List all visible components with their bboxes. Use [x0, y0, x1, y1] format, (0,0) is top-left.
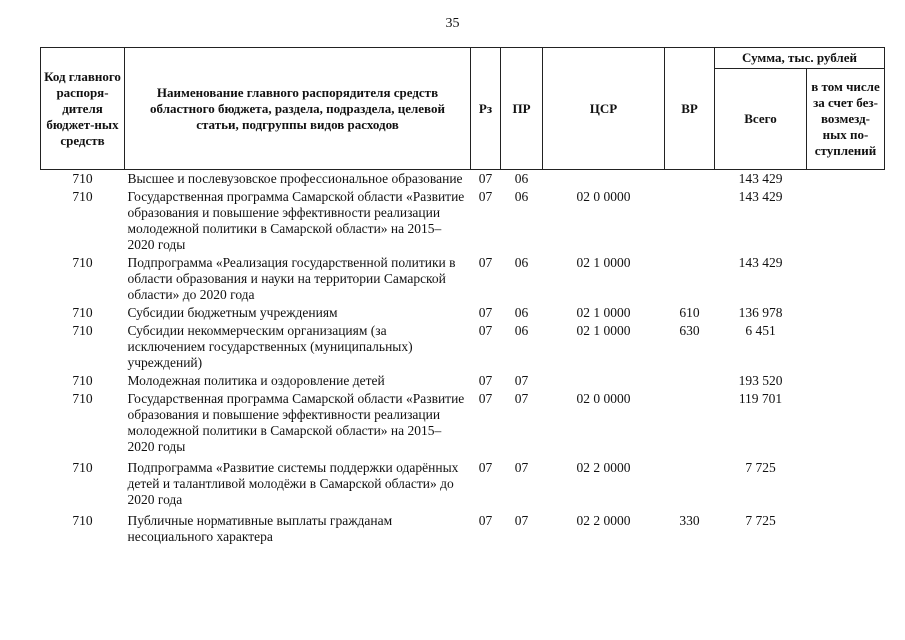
cell-name: Субсидии бюджетным учреждениям — [127, 305, 338, 320]
cell-rz: 07 — [478, 305, 493, 320]
cell-pr: 07 — [514, 391, 529, 406]
cell-vr — [665, 188, 715, 254]
header-pr: ПР — [501, 48, 543, 170]
cell-csr: 02 0 0000 — [576, 189, 631, 204]
cell-name: Субсидии некоммерческим организациям (за исключением государственных (муниципальных) учреждений) — [127, 323, 413, 370]
cell-vr: 330 — [679, 513, 700, 528]
cell-vr — [665, 372, 715, 390]
cell-pr: 06 — [514, 255, 529, 270]
cell-free — [807, 304, 885, 322]
cell-total: 143 429 — [738, 255, 783, 270]
cell-rz: 07 — [478, 513, 493, 528]
cell-name: Государственная программа Самарской области «Развитие образования и повышение эффективности реализации молодежной политики в Самарской области» на 2015–2020 годы — [127, 189, 465, 252]
cell-free — [807, 254, 885, 304]
cell-rz: 07 — [478, 323, 493, 338]
cell-total: 7 725 — [745, 460, 776, 475]
cell-pr: 07 — [514, 460, 529, 475]
cell-total: 6 451 — [745, 323, 776, 338]
cell-name: Публичные нормативные выплаты гражданам несоциального характера — [127, 513, 393, 544]
cell-total: 136 978 — [738, 305, 783, 320]
cell-pr: 06 — [514, 189, 529, 204]
header-csr: ЦСР — [543, 48, 665, 170]
budget-table — [40, 47, 885, 547]
page-number: 35 — [445, 16, 460, 31]
cell-total: 119 701 — [738, 391, 783, 406]
cell-csr — [543, 170, 665, 189]
cell-pr: 07 — [514, 513, 529, 528]
cell-code: 710 — [72, 460, 93, 475]
cell-vr — [665, 456, 715, 509]
cell-free — [807, 509, 885, 547]
cell-total: 7 725 — [745, 513, 776, 528]
header-free: в том числе за счет без-возмезд-ных по-ступлений — [807, 68, 885, 170]
cell-pr: 06 — [514, 323, 529, 338]
cell-code: 710 — [72, 323, 93, 338]
cell-name: Подпрограмма «Реализация государственной политики в области образования и науки на территории Самарской области» до 2020 года — [127, 255, 456, 302]
table-row — [41, 188, 885, 254]
cell-csr: 02 2 0000 — [576, 513, 631, 528]
cell-name: Подпрограмма «Развитие системы поддержки одарённых детей и талантливой молодёжи в Самарской области» до 2020 года — [127, 460, 459, 507]
cell-code: 710 — [72, 373, 93, 388]
cell-rz: 07 — [478, 391, 493, 406]
cell-name: Высшее и послевузовское профессиональное образование — [127, 171, 463, 186]
cell-free — [807, 456, 885, 509]
table-body — [41, 170, 885, 548]
cell-total: 193 520 — [738, 373, 783, 388]
cell-code: 710 — [72, 305, 93, 320]
cell-free — [807, 372, 885, 390]
cell-csr: 02 1 0000 — [576, 305, 631, 320]
cell-csr: 02 2 0000 — [576, 460, 631, 475]
cell-free — [807, 322, 885, 372]
table-row — [41, 456, 885, 509]
table-row — [41, 372, 885, 390]
cell-code: 710 — [72, 189, 93, 204]
header-rz: Рз — [471, 48, 501, 170]
cell-code: 710 — [72, 171, 93, 186]
table-row — [41, 304, 885, 322]
table-row — [41, 322, 885, 372]
cell-pr: 07 — [514, 373, 529, 388]
cell-free — [807, 390, 885, 456]
header-name: Наименование главного распорядителя средств областного бюджета, раздела, подраздела, целевой статьи, подгруппы видов расходов — [125, 48, 471, 170]
table-row — [41, 170, 885, 189]
cell-rz: 07 — [478, 171, 493, 186]
cell-vr — [665, 170, 715, 189]
table-row — [41, 390, 885, 456]
cell-csr — [543, 372, 665, 390]
cell-vr — [665, 390, 715, 456]
cell-vr: 610 — [679, 305, 700, 320]
cell-vr: 630 — [679, 323, 700, 338]
header-sum: Сумма, тыс. рублей — [715, 48, 885, 69]
cell-free — [807, 170, 885, 189]
cell-pr: 06 — [514, 171, 529, 186]
cell-name: Государственная программа Самарской области «Развитие образования и повышение эффективности реализации молодежной политики в Самарской области» на 2015–2020 годы — [127, 391, 465, 454]
cell-total: 143 429 — [738, 171, 783, 186]
cell-total: 143 429 — [738, 189, 783, 204]
cell-code: 710 — [72, 255, 93, 270]
cell-code: 710 — [72, 513, 93, 528]
table-header — [41, 48, 885, 170]
cell-rz: 07 — [478, 255, 493, 270]
cell-vr — [665, 254, 715, 304]
table-row — [41, 254, 885, 304]
cell-pr: 06 — [514, 305, 529, 320]
cell-rz: 07 — [478, 460, 493, 475]
cell-rz: 07 — [478, 373, 493, 388]
cell-name: Молодежная политика и оздоровление детей — [127, 373, 385, 388]
cell-rz: 07 — [478, 189, 493, 204]
header-total: Всего — [715, 68, 807, 170]
cell-code: 710 — [72, 391, 93, 406]
header-code: Код главного распоря-дителя бюджет-ных средств — [41, 48, 125, 170]
table-row — [41, 509, 885, 547]
cell-free — [807, 188, 885, 254]
header-vr: ВР — [665, 48, 715, 170]
cell-csr: 02 1 0000 — [576, 255, 631, 270]
cell-csr: 02 1 0000 — [576, 323, 631, 338]
cell-csr: 02 0 0000 — [576, 391, 631, 406]
